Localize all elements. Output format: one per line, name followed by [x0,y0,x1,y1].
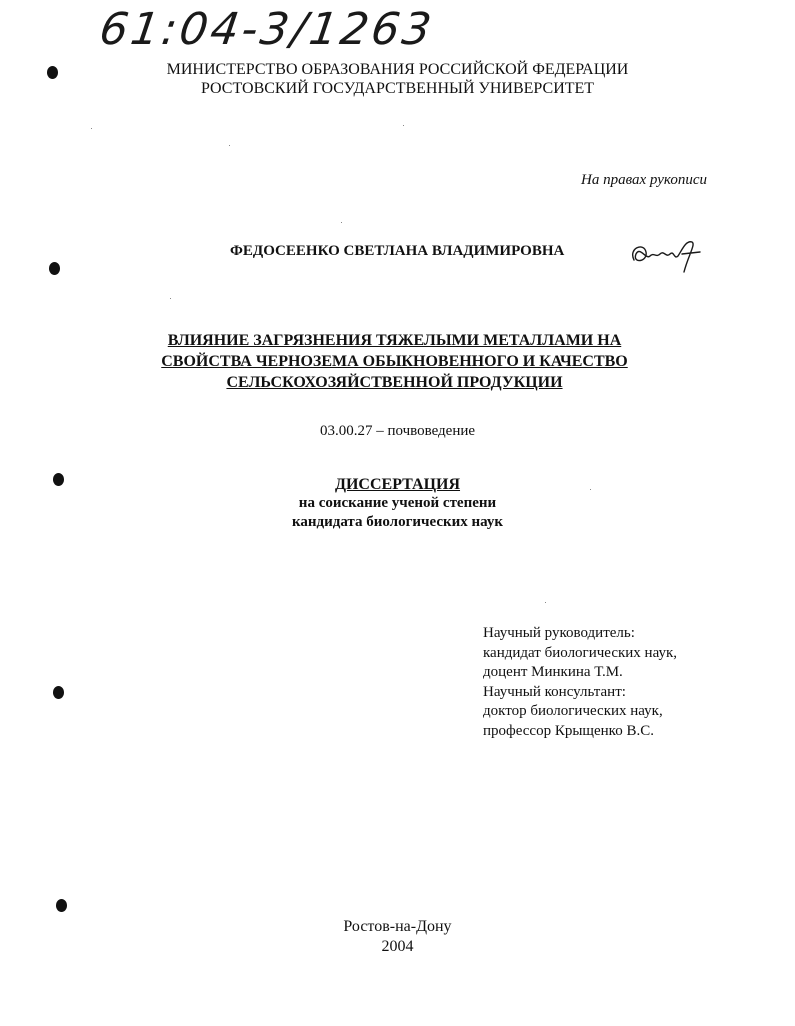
degree-line: кандидата биологических наук [291,514,504,530]
scan-speck [229,145,230,146]
university-line: РОСТОВСКИЙ ГОСУДАРСТВЕННЫЙ УНИВЕРСИТЕТ [200,80,595,97]
ministry-header [0,60,795,98]
signature [626,236,706,276]
supervisor-role: Научный руководитель: [483,625,635,641]
dissertation-block [0,476,795,532]
degree-line: на соискание ученой степени [298,495,497,511]
manuscript-rights-note: На правах рукописи [581,172,707,188]
supervisor-name: доцент Минкина Т.М. [483,664,623,680]
author-name: ФЕДОСЕЕНКО СВЕТЛАНА ВЛАДИМИРОВНА [230,243,565,259]
scan-speck [403,125,404,126]
scan-speck [170,298,171,299]
title-line: СВОЙСТВА ЧЕРНОЗЕМА ОБЫКНОВЕННОГО И КАЧЕСТВО [161,353,628,370]
archive-code-handwritten: 61:04-3/1263 [96,4,438,55]
punch-hole-mark [53,686,64,699]
scan-speck [545,602,546,603]
ministry-line: МИНИСТЕРСТВО ОБРАЗОВАНИЯ РОССИЙСКОЙ ФЕДЕРАЦИИ [166,61,629,78]
title-line: СЕЛЬСКОХОЗЯЙСТВЕННОЙ ПРОДУКЦИИ [226,374,563,391]
scan-speck [91,128,92,129]
title-line: ВЛИЯНИЕ ЗАГРЯЗНЕНИЯ ТЯЖЕЛЫМИ МЕТАЛЛАМИ НА [167,332,622,349]
consultant-degree: доктор биологических наук, [483,703,663,719]
specialty-code: 03.00.27 – почвоведение [319,423,476,439]
place-and-year [0,917,795,957]
city: Ростов-на-Дону [343,918,452,935]
year: 2004 [381,938,414,955]
dissertation-heading: ДИССЕРТАЦИЯ [334,476,461,493]
supervisors-block [483,624,677,741]
consultant-name: профессор Крыщенко В.С. [483,722,654,739]
scan-speck [341,222,342,223]
consultant-role: Научный консультант: [483,683,626,700]
punch-hole-mark [56,899,67,912]
punch-hole-mark [49,262,60,275]
dissertation-title [0,330,795,393]
supervisor-degree: кандидат биологических наук, [483,644,677,661]
